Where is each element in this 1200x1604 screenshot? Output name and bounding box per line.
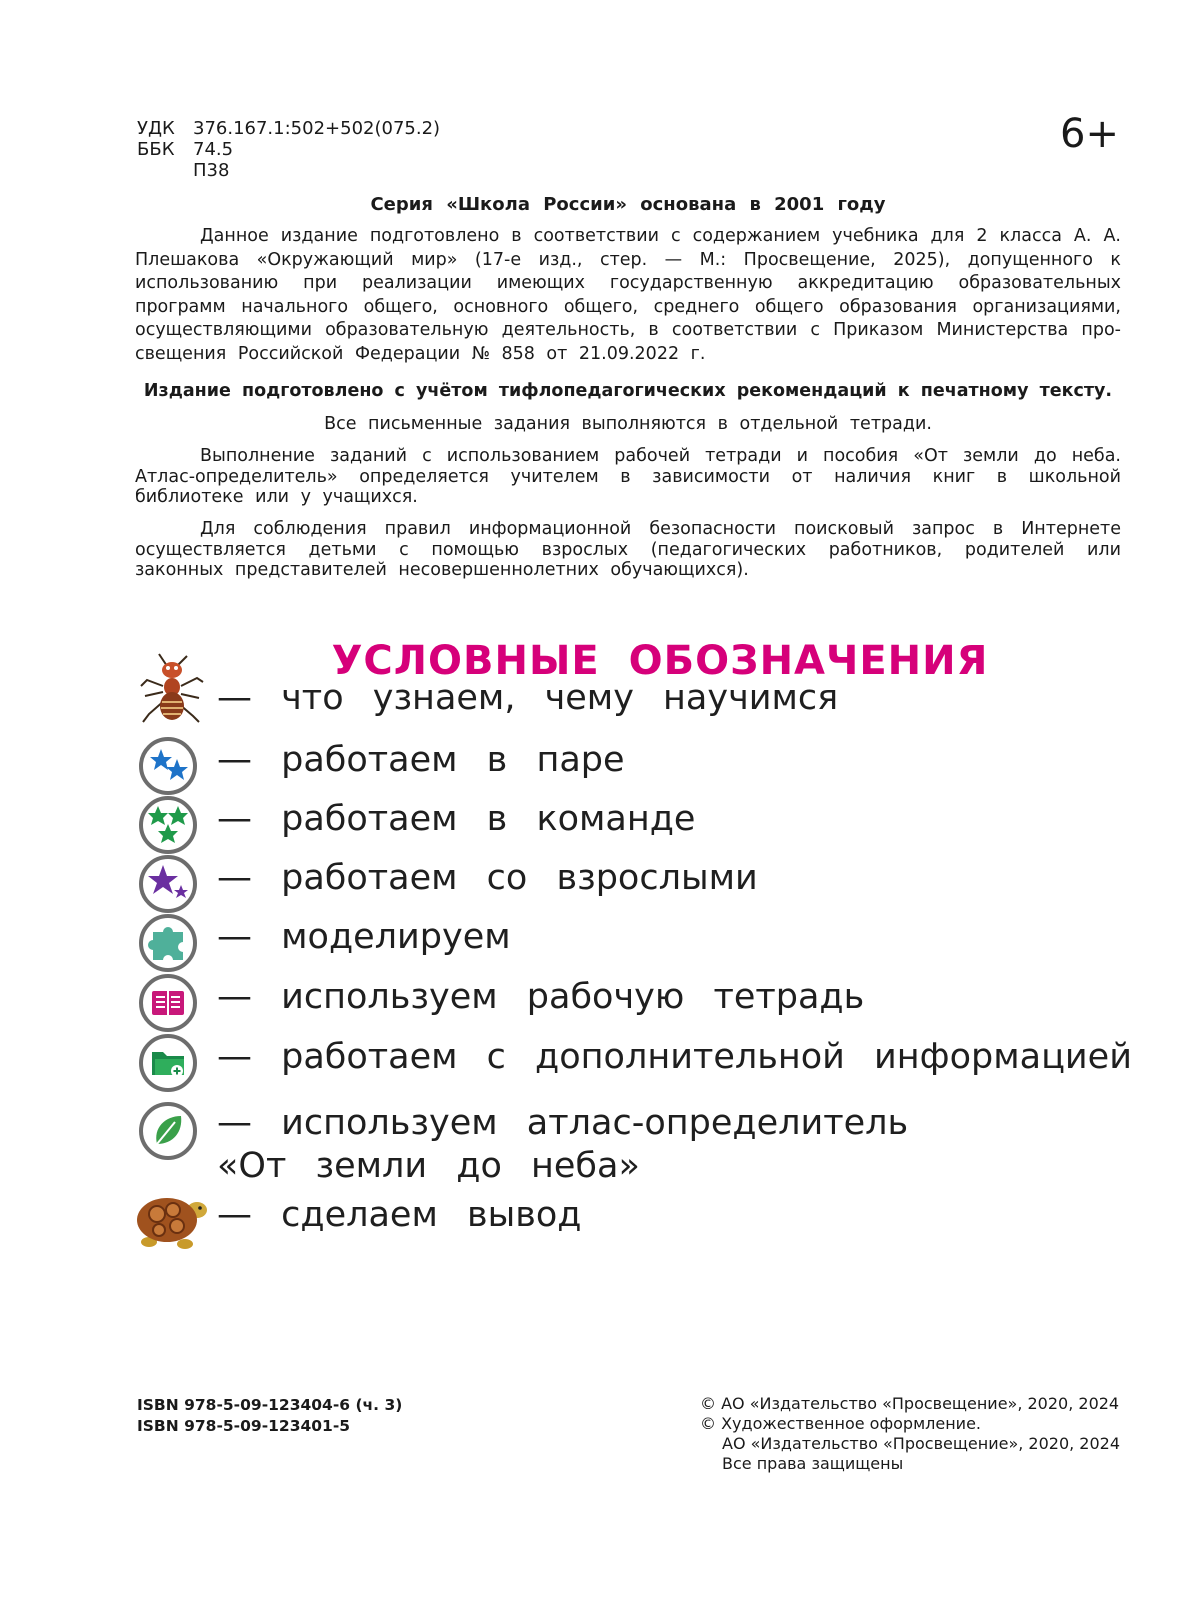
udk-label: УДК [137, 118, 175, 139]
copyright-line: АО «Издательство «Просвещение», 2020, 2024 [722, 1434, 1121, 1453]
legend-item [137, 737, 1187, 797]
legend-text-line2: «От земли до неба» [217, 1146, 640, 1186]
udk-value: 376.167.1:502+502(075.2) [193, 118, 441, 139]
copyright-line: © АО «Издательство «Просвещение», 2020, 2024 [700, 1394, 1120, 1413]
legend-text: — работаем в паре [217, 740, 625, 780]
isbn-block [137, 1395, 402, 1437]
legend-text: — что узнаем, чему научимся [217, 678, 839, 718]
author-mark: П38 [193, 160, 230, 181]
legend-item [137, 914, 1187, 974]
legend-text: — сделаем вывод [217, 1195, 582, 1235]
blue-stars-icon [139, 737, 197, 795]
book-icon [139, 974, 197, 1032]
folder-icon [139, 1034, 197, 1092]
purple-stars-icon [139, 855, 197, 913]
paragraph-edition-info: Данное издание подготовлено в соответствии с содержанием учебника для 2 класса А. А. Плешакова «Окружающий мир» (17-е изд., стер. — М.: Просвещение, 2025), допущенного к использованию при реализации имеющих государственную аккредитацию образовательных программ начального общего, основного общего, среднего общего образования организациями, осуществляющими образовательную деятельность, в соответствии с Приказом Министерства просвещения Российской Федерации № 858 от 21.09.2022 г. [135, 226, 1121, 364]
bbk-value: 74.5 [193, 139, 234, 160]
legend-text: — работаем в команде [217, 799, 696, 839]
legend-text: — используем атлас-определитель [217, 1103, 909, 1143]
legend-text: — моделируем [217, 917, 511, 957]
legend-text: — работаем со взрослыми [217, 858, 758, 898]
bbk-label: ББК [137, 139, 175, 160]
series-line: Серия «Школа России» основана в 2001 году [370, 194, 886, 215]
legend-item [137, 855, 1187, 915]
ant-icon [137, 652, 207, 726]
legend-item [137, 1034, 1187, 1094]
note-tiflo: Издание подготовлено с учётом тифлопедагогических рекомендаций к печатному тексту. [143, 381, 1113, 401]
isbn-line: ISBN 978-5-09-123404-6 (ч. 3) [137, 1396, 403, 1414]
copyright-line: Все права защищены [722, 1454, 904, 1473]
puzzle-icon [139, 914, 197, 972]
legend-item [137, 974, 1187, 1034]
legend-item [137, 796, 1187, 856]
green-stars-icon [139, 796, 197, 854]
turtle-icon [133, 1182, 209, 1258]
classification-block [137, 118, 440, 181]
paragraph-written-tasks: Все письменные задания выполняются в отдельной тетради. [324, 414, 932, 434]
legend-item [137, 1182, 1187, 1258]
paragraph-internet-safety: Для соблюдения правил информационной безопасности поисковый запрос в Интернете осуществляется детьми с помощью взрослых (педагогических работников, родителей или законных представителей несовершеннолетних обучающихся). [135, 519, 1121, 580]
legend-title: УСЛОВНЫЕ ОБОЗНАЧЕНИЯ [331, 638, 989, 684]
legend-item [137, 652, 1187, 726]
isbn-line: ISBN 978-5-09-123401-5 [137, 1417, 351, 1435]
legend-text: — используем рабочую тетрадь [217, 977, 865, 1017]
leaf-icon [139, 1102, 197, 1160]
copyright-line: © Художественное оформление. [700, 1414, 981, 1433]
age-rating: 6+ [1060, 111, 1119, 157]
legend-text: — работаем с дополнительной информацией [217, 1037, 1132, 1077]
paragraph-workbook: Выполнение заданий с использованием рабочей тетради и пособия «От земли до неба. Атлас-определитель» определяется учителем в зависимости от наличия книг в школьной библиотеке или у учащихся. [135, 446, 1121, 507]
copyright-block [700, 1394, 1120, 1474]
